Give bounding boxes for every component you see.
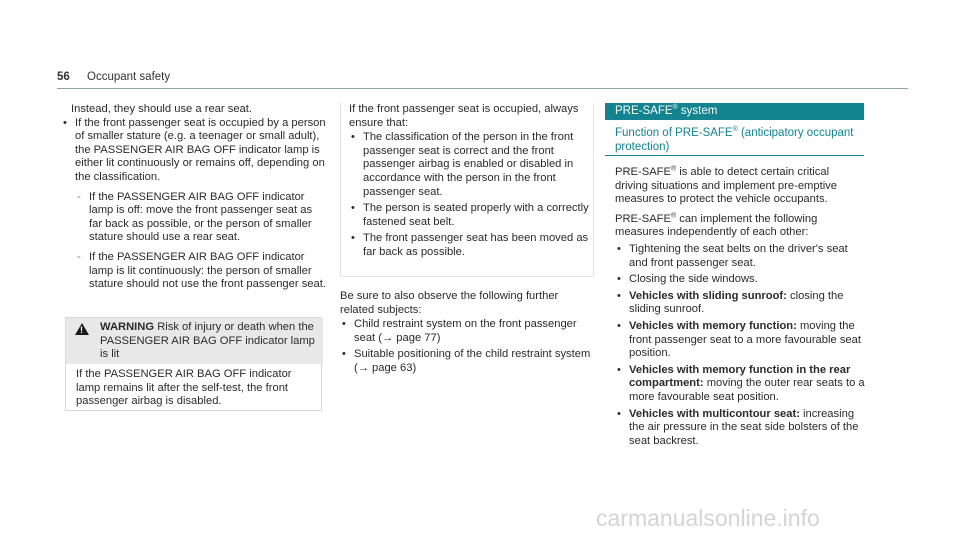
banner-suffix: system (677, 105, 718, 117)
warning-heading: Risk of injury or death when the PASSENGER AIR BAG OFF indicator lamp is lit (100, 321, 315, 361)
item-bold: Vehicles with multicontour seat: (629, 407, 800, 420)
related-topics (340, 290, 595, 376)
list-item: - If the PASSENGER AIR BAG OFF indicator lamp is lit continuously: the person of smaller stature should not use the front passenger seat. (75, 251, 327, 292)
list-item: • The front passenger seat has been moved as far back as possible. (349, 232, 590, 259)
list-item: • The person is seated properly with a correctly fastened seat belt. (349, 202, 590, 229)
warning-header (66, 318, 323, 364)
related-text: Child restraint system on the front passenger seat (354, 318, 577, 344)
column-middle (340, 103, 590, 260)
related-link[interactable] (340, 318, 595, 345)
item-bold: Vehicles with memory function: (629, 319, 797, 332)
paragraph-text: can implement the following measures independently of each other: (615, 212, 818, 239)
list-item: • If the front passenger seat is occupied by a person of smaller stature (e.g. a teenager or small adult), the PASSENGER AIR BAG OFF indicator lamp is either lit continuously or remains off, depending on the classification. (61, 117, 327, 185)
banner-title: PRE-SAFE (615, 105, 673, 117)
watermark: carmanualsonline.info (596, 505, 820, 531)
list-item (615, 273, 865, 287)
page-number: 56 (57, 71, 70, 83)
registered-mark: ® (670, 212, 677, 220)
item-text: increasing the air pressure in the seat side bolsters of the seat backrest. (629, 407, 859, 447)
page-header (57, 71, 170, 85)
item-text: moving the outer rear seats to a more favourable seat position. (629, 377, 865, 403)
brand-text: PRE-SAFE (615, 212, 671, 225)
warning-body: If the PASSENGER AIR BAG OFF indicator lamp remains lit after the self-test, the front passenger airbag is disabled. (76, 368, 292, 408)
warning-label: WARNING (100, 321, 155, 333)
item-bold: Vehicles with memory function in the rear compartment: (629, 363, 851, 390)
paragraph (615, 166, 865, 207)
list-item (615, 243, 865, 270)
item-text: closing the sliding sunroof. (629, 289, 844, 316)
item-text: Tightening the seat belts on the driver's seat and front passenger seat. (629, 242, 848, 269)
column-right (615, 166, 865, 448)
item-bold: Vehicles with sliding sunroof: (629, 289, 787, 302)
page-ref[interactable]: (→ page 77) (378, 331, 441, 344)
paragraph (615, 213, 865, 240)
registered-mark: ® (672, 104, 678, 112)
list-item (615, 290, 865, 317)
list-item (615, 408, 865, 449)
subsection-title (615, 127, 864, 154)
registered-mark: ® (732, 126, 738, 134)
section-title: Occupant safety (87, 71, 171, 83)
item-text: Closing the side windows. (629, 273, 758, 286)
header-divider (57, 88, 908, 89)
related-intro: Be sure to also observe the following further related subjects: (340, 290, 559, 316)
column-left (71, 103, 327, 292)
warning-box (65, 317, 322, 411)
paragraph-text: is able to detect certain critical driving situations and implement pre-emptive measures to protect the vehicle occupants. (615, 166, 837, 206)
intro-text: If the front passenger seat is occupied, always ensure that: (349, 103, 579, 129)
intro-text: Instead, they should use a rear seat. (71, 103, 252, 115)
list-item: • The classification of the person in the front passenger seat is correct and the front passenger airbag is enabled or disabled in accordance with the person in the front passenger seat. (349, 131, 590, 199)
warning-triangle-icon: ! (75, 323, 89, 335)
subsection-title-b: (anticipatory occupant protection) (615, 127, 854, 153)
list-item: - If the PASSENGER AIR BAG OFF indicator lamp is off: move the front passenger seat as far back as possible, or the person of smaller stature should use a rear seat. (75, 191, 327, 245)
item-text: moving the front passenger seat to a more favourable seat position. (629, 319, 861, 360)
registered-mark: ® (670, 165, 677, 173)
related-text: Suitable positioning of the child restraint system (354, 348, 591, 361)
brand-text: PRE-SAFE (615, 166, 671, 178)
section-banner (605, 103, 864, 120)
page-ref[interactable]: (→ page 63) (354, 361, 417, 374)
list-item (615, 320, 865, 361)
related-link[interactable] (340, 348, 595, 375)
subsection-divider (605, 155, 864, 156)
list-item (615, 364, 865, 405)
subsection-title-a: Function of PRE-SAFE (615, 127, 733, 139)
